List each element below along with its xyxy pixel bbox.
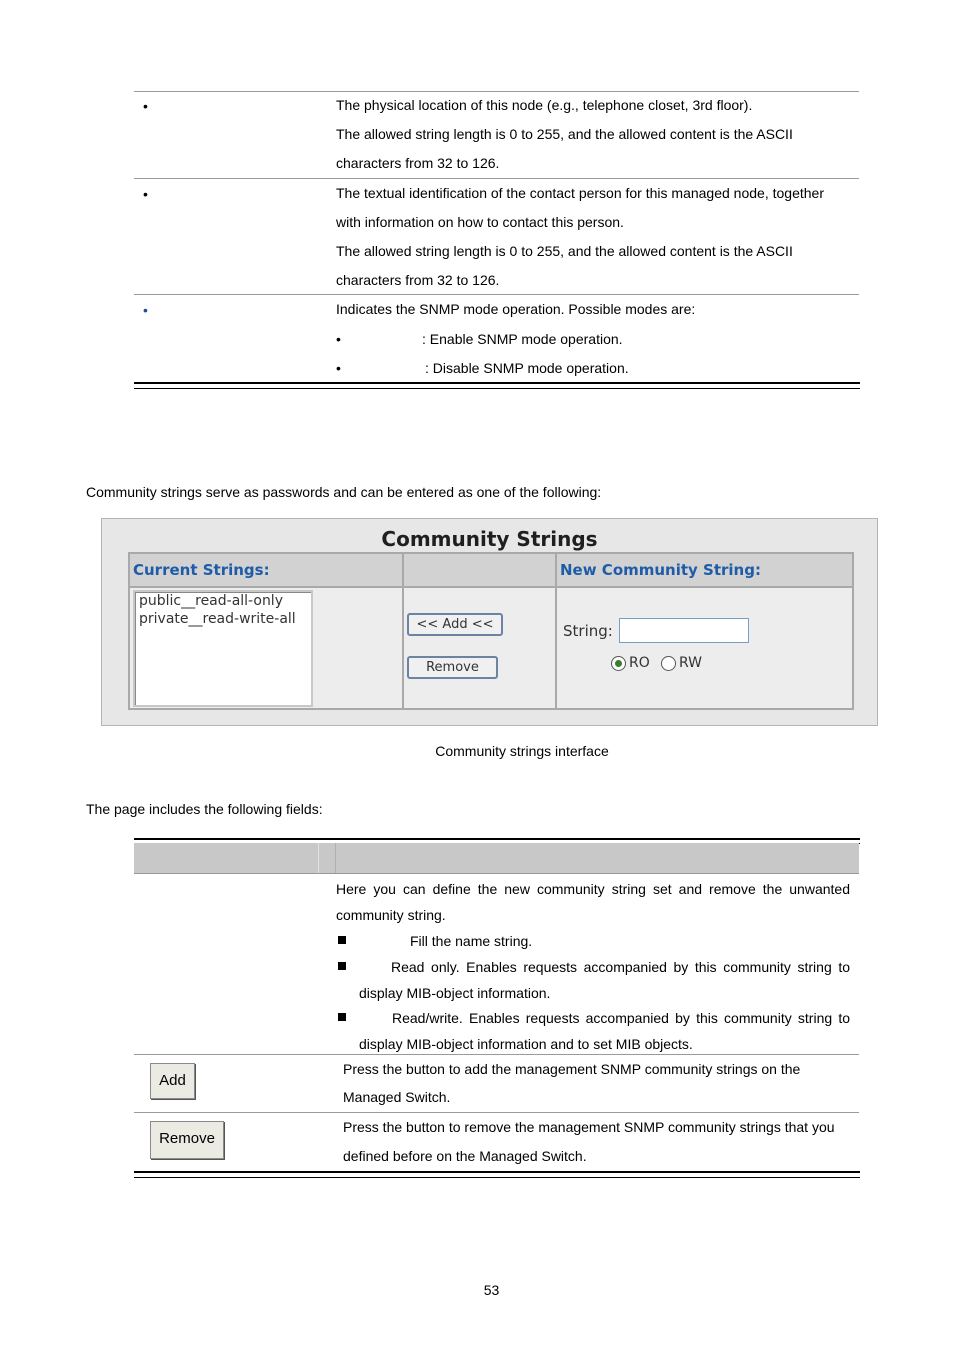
- table-cell-text: The textual identification of the contact person for this managed node, together with information on how to contact this person. The allowed string length is 0 to 255, and the allowed content is the ASCII characters from 32 to 126.: [336, 185, 824, 288]
- new-string-header: New Community String:: [560, 561, 761, 579]
- header-middle: [404, 554, 555, 588]
- string-input[interactable]: [619, 618, 749, 643]
- square-bullet: [338, 936, 346, 944]
- string-label: String:: [563, 622, 613, 640]
- row-bullet: •: [143, 302, 148, 318]
- current-strings-header: Current Strings:: [133, 561, 270, 579]
- square-bullet: [338, 1013, 346, 1021]
- sub-bullet: •: [336, 360, 341, 376]
- screenshot-title: Community Strings: [381, 527, 598, 551]
- remove-example-button[interactable]: Remove: [150, 1121, 224, 1159]
- table-cell-text: The physical location of this node (e.g., telephone closet, 3rd floor). The allowed string length is 0 to 255, and the allowed content is the ASCII characters from 32 to 126.: [336, 97, 793, 171]
- current-strings-list[interactable]: [133, 590, 313, 707]
- page-number: 53: [483, 1282, 500, 1298]
- fields-table-bottom-rule: [134, 1171, 860, 1178]
- remove-row-text: Press the button to remove the management SNMP community strings that you defined before on the Managed Switch.: [343, 1119, 835, 1164]
- sub-bullet: •: [336, 331, 341, 347]
- square-bullet: [338, 962, 346, 970]
- fields-table-header: [134, 843, 859, 874]
- mode-disabled-text: : Disable SNMP mode operation.: [425, 360, 629, 376]
- community-strings-screenshot: [101, 518, 878, 726]
- figure-caption: Community strings interface: [435, 743, 609, 759]
- table-bottom-rule: [134, 382, 860, 389]
- row-bullet: •: [143, 186, 148, 202]
- add-row-text: Press the button to add the management SNMP community strings on the Managed Switch.: [343, 1061, 801, 1105]
- radio-rw[interactable]: [661, 656, 676, 671]
- ro-item-cont: display MIB-object information.: [359, 985, 551, 1001]
- add-example-button[interactable]: Add: [150, 1063, 195, 1099]
- mode-enabled-text: : Enable SNMP mode operation.: [422, 331, 623, 347]
- add-button[interactable]: << Add <<: [407, 613, 503, 636]
- table-cell-text: Indicates the SNMP mode operation. Possible modes are:: [336, 301, 696, 317]
- string-item-text: Fill the name string.: [410, 933, 533, 949]
- community-grid: [128, 552, 854, 710]
- rw-item-text: Read/write. Enables requests accompanied by this community string to: [392, 1010, 850, 1026]
- radio-rw-label: RW: [679, 655, 703, 671]
- rw-item-cont: display MIB-object information and to set MIB objects.: [359, 1036, 693, 1052]
- ro-item-text: Read only. Enables requests accompanied by this community string to: [391, 959, 850, 975]
- remove-button[interactable]: Remove: [407, 656, 498, 679]
- row-bullet: •: [143, 98, 148, 114]
- fields-intro: The page includes the following fields:: [86, 801, 323, 817]
- list-item[interactable]: public__read-all-only: [139, 593, 283, 609]
- intro-paragraph: Community strings serve as passwords and can be entered as one of the following:: [86, 484, 602, 500]
- radio-ro-label: RO: [629, 655, 650, 671]
- row1-text: Here you can define the new community string set and remove the unwanted community string.: [336, 881, 850, 923]
- list-item[interactable]: private__read-write-all: [139, 611, 296, 627]
- radio-ro[interactable]: [611, 656, 626, 671]
